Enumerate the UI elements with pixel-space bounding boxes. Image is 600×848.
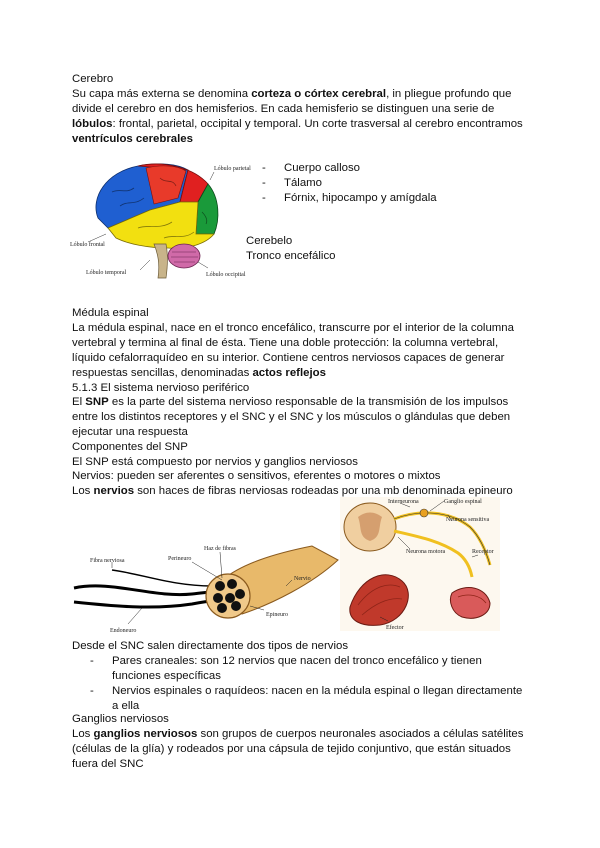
label-perineuro: Perineuro: [168, 556, 192, 562]
medula-heading: Médula espinal: [72, 307, 149, 319]
label-neurona-motora: Neurona motora: [406, 549, 446, 555]
snp-nervios-def: Los nervios son haces de fibras nerviosas rodeadas por una mb denominada epineuro: [72, 485, 513, 497]
tronco-text: Tronco encefálico: [246, 250, 336, 262]
list-item: - Fórnix, hipocampo y amígdala: [262, 191, 462, 206]
ganglios-heading: Ganglios nerviosos: [72, 713, 169, 725]
list-item: - Cuerpo calloso: [262, 161, 462, 176]
list-item: - Pares craneales: son 12 nervios que nacen del tronco encefálico y tienen funciones específicas: [90, 654, 530, 684]
label-fibra: Fibra nerviosa: [90, 558, 125, 564]
snp-compuesto: El SNP está compuesto por nervios y ganglios nerviosos: [72, 456, 358, 468]
cerebelo-text: Cerebelo: [246, 235, 293, 247]
snc-intro: Desde el SNC salen directamente dos tipos de nervios: [72, 640, 349, 652]
label-temporal: Lóbulo temporal: [86, 270, 127, 276]
nerve-structure-figure: [72, 540, 344, 636]
label-haz: Haz de fibras: [204, 546, 236, 552]
cerebro-paragraph: Su capa más externa se denomina corteza o córtex cerebral, in pliegue profundo que divide el cerebro en dos hemisferios. En cada hemisferio se distinguen una serie de lóbulos: frontal, parietal, occipital y temporal. Un corte trasversal al cerebro encontramos ventrículos cerebrales: [72, 88, 523, 145]
label-receptor: Receptor: [472, 549, 494, 555]
ganglios-paragraph: Los ganglios nerviosos son grupos de cuerpos neuronales asociados a células satélites (células de la glía) y rodeados por una cápsula de tejido conjuntivo, que están situados fuera del SNC: [72, 728, 524, 770]
label-neurona-sens: Neurona sensitiva: [446, 517, 490, 523]
snp-section-title: 5.1.3 El sistema nervioso periférico: [72, 382, 250, 394]
label-epineuro: Epineuro: [266, 612, 288, 618]
label-endoneuro: Endoneuro: [110, 628, 137, 634]
label-interneurona: Interneurona: [388, 499, 419, 505]
snp-nervios-tipos: Nervios: pueden ser aferentes o sensitivos, eferentes o motores o mixtos: [72, 470, 441, 482]
label-parietal: Lóbulo parietal: [214, 166, 251, 172]
label-frontal: Lóbulo frontal: [70, 242, 105, 248]
reflex-arc-figure: [340, 497, 500, 631]
label-occipital: Lóbulo occipital: [206, 272, 246, 278]
cerebro-heading: Cerebro: [72, 73, 114, 85]
label-efector: Efector: [386, 625, 404, 631]
snp-paragraph: El SNP es la parte del sistema nervioso responsable de la transmisión de los impulsos entre los distintos receptores y el SNC y el SNC y los músculos o glándulas que deben ejecutar una respuesta: [72, 396, 511, 438]
medula-paragraph: La médula espinal, nace en el tronco encefálico, transcurre por el interior de la columna vertebral y termina al final de ésta. Tiene una doble protección: la columna vertebral, líquido cefalorraquídeo en su interior. Contiene centros nerviosos capaces de generar respuestas sencillas, denominadas actos reflejos: [72, 322, 514, 379]
snp-componentes: Componentes del SNP: [72, 441, 188, 453]
brain-lobes-figure: [68, 158, 251, 284]
list-item: - Nervios espinales o raquídeos: nacen en la médula espinal o llegan directamente a ella: [90, 684, 530, 714]
label-nervio: Nervio: [294, 576, 311, 582]
label-ganglio: Ganglio espinal: [444, 499, 482, 505]
brain-structures-list: [262, 161, 462, 206]
list-item: - Tálamo: [262, 176, 462, 191]
nerve-types-list: [90, 654, 530, 714]
